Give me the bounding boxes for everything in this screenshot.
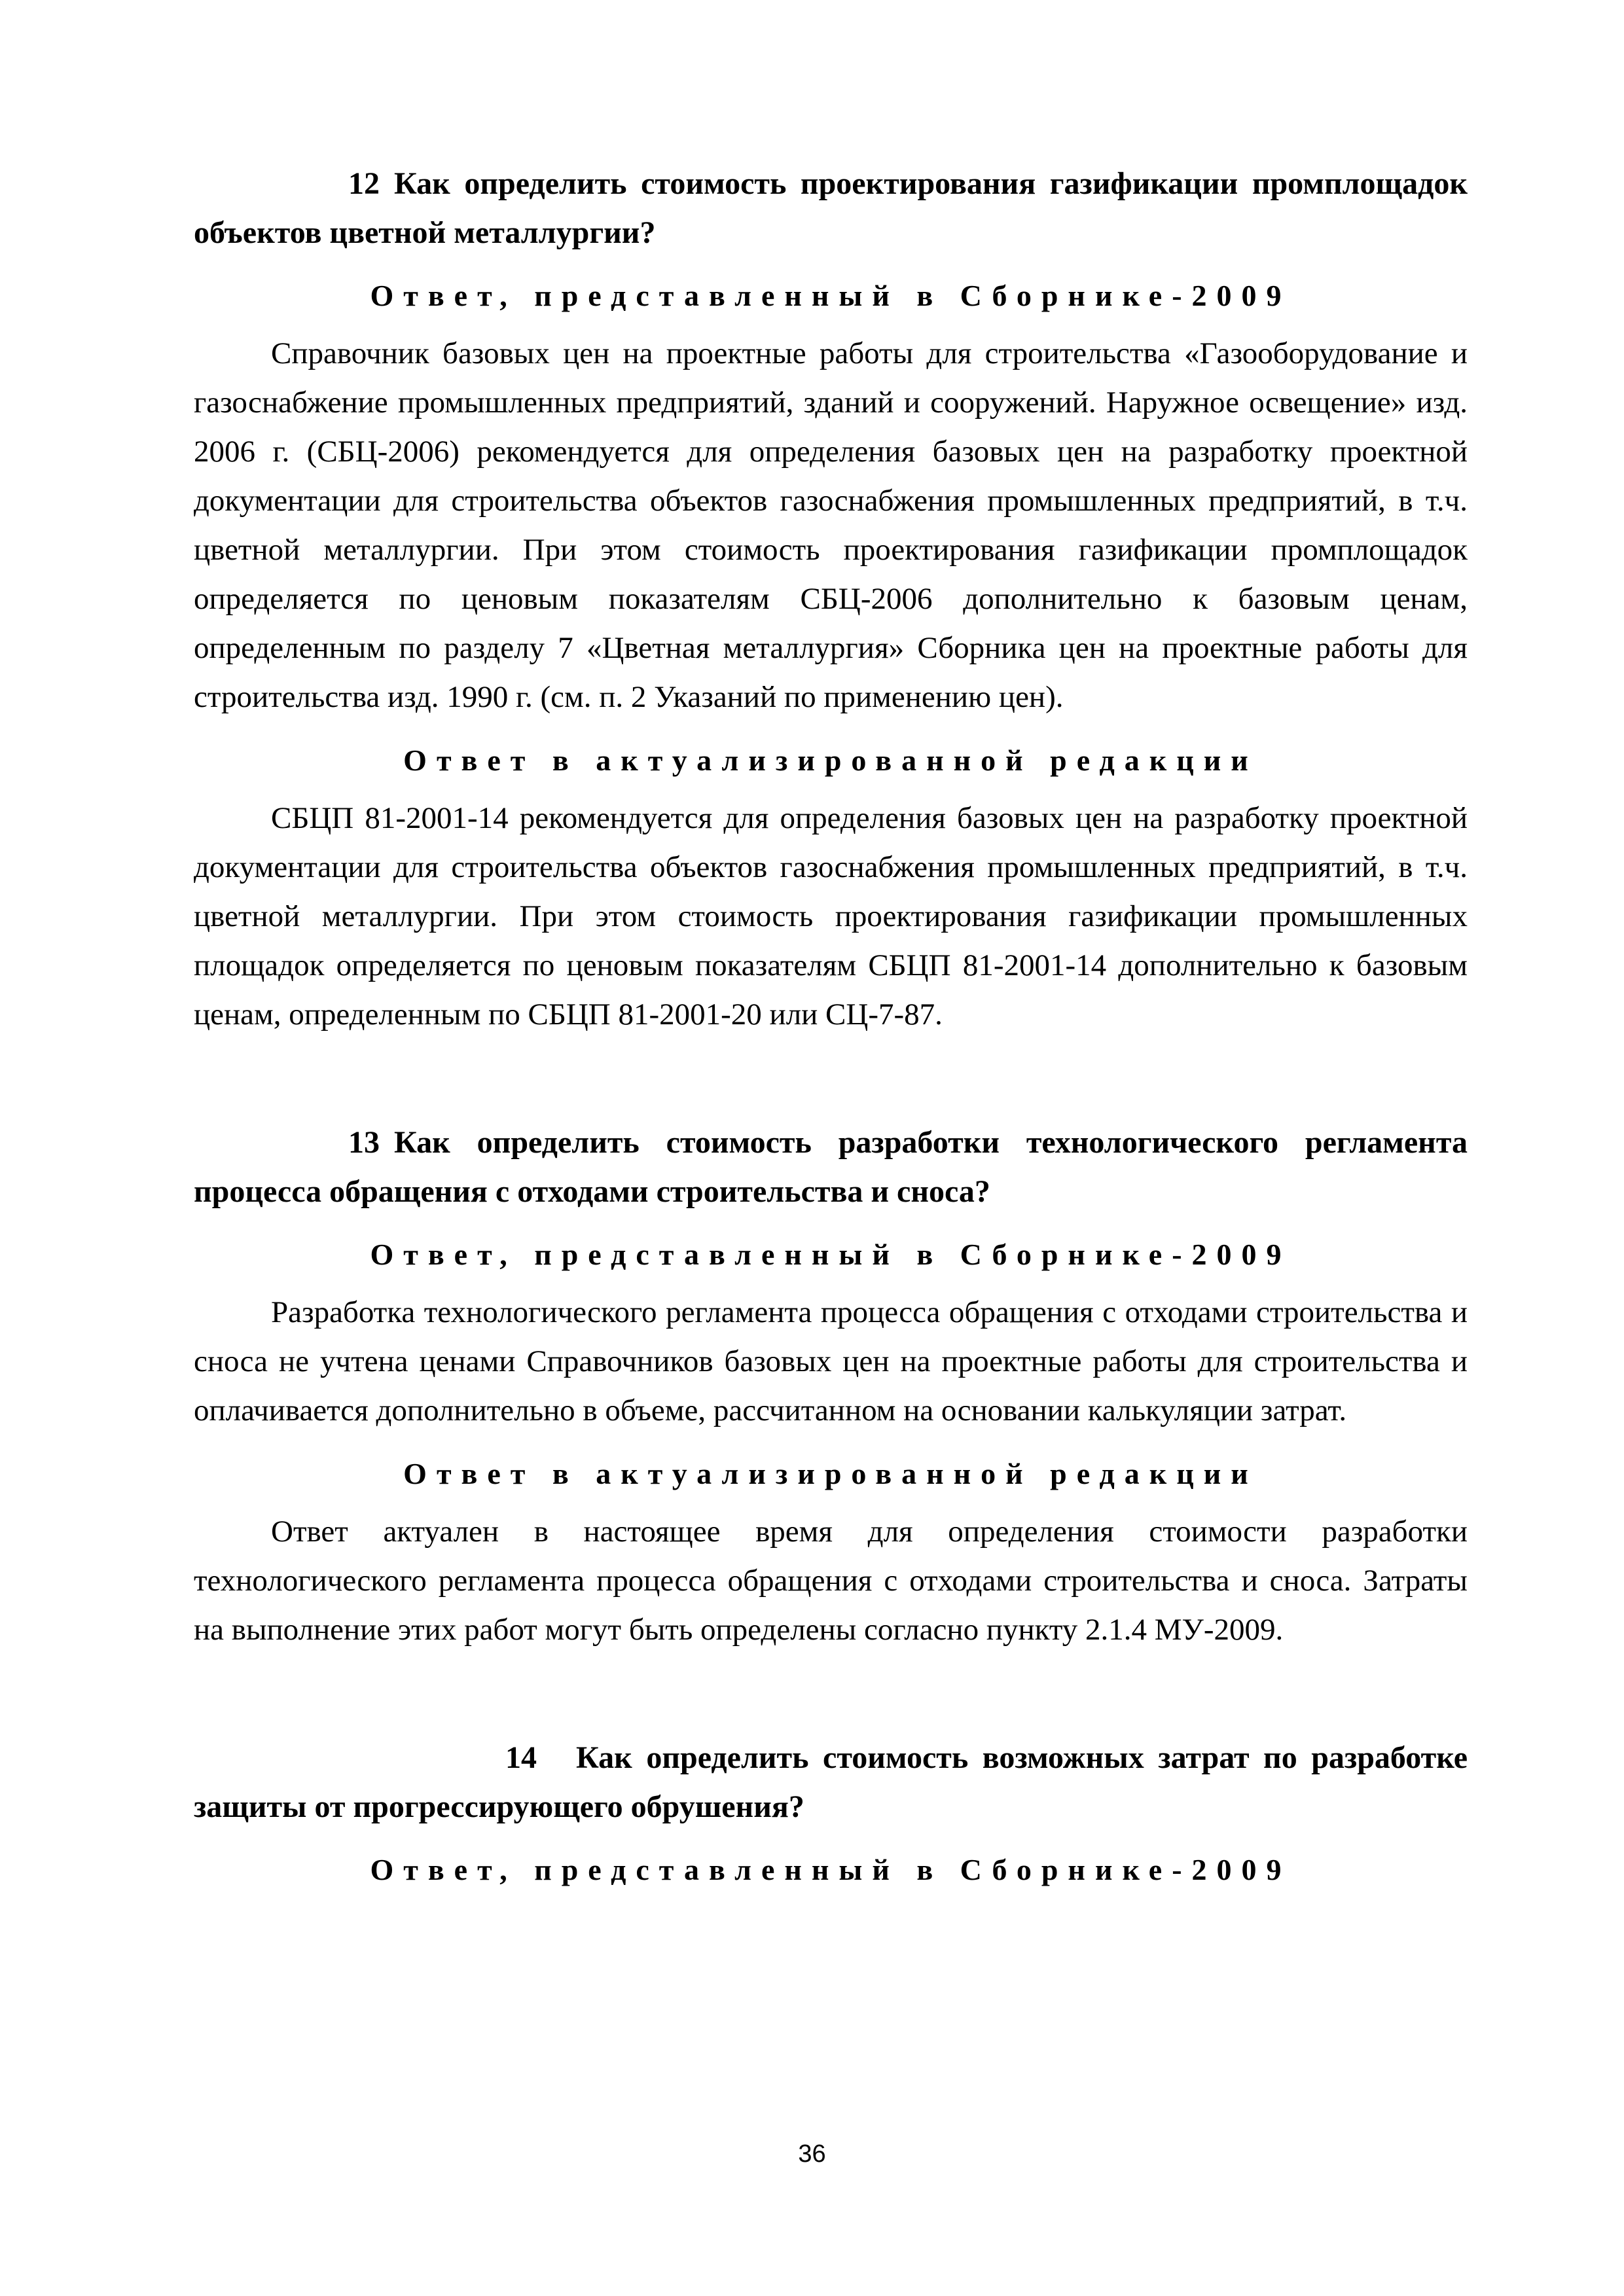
question-13 <box>194 1118 1468 1655</box>
question-title: Как определить стоимость разработки технологического регламента процесса обращения с отходами строительства и сноса? <box>194 1125 1468 1209</box>
section-spacer <box>194 1039 1468 1118</box>
answer-updated-text: Ответ актуален в настоящее время для определения стоимости разработки технологического регламента процесса обращения с отходами строительства и сноса. Затраты на выполнение этих работ могут быть определены согласно пункту 2.1.4 МУ-2009. <box>194 1515 1468 1647</box>
answer-2009-heading: Ответ, представленный в Сборнике-2009 <box>370 1853 1291 1886</box>
question-number: 12 <box>348 166 380 201</box>
question-title: Как определить стоимость возможных затрат по разработке защиты от прогрессирующего обрушения? <box>194 1740 1468 1824</box>
section-spacer <box>194 1655 1468 1733</box>
question-number: 14 <box>505 1740 537 1775</box>
answer-updated-heading: Ответ в актуализированной редакции <box>403 1457 1258 1490</box>
question-12 <box>194 159 1468 1039</box>
question-14 <box>194 1733 1468 1894</box>
answer-2009-text: Справочник базовых цен на проектные работы для строительства «Газооборудование и газоснабжение промышленных предприятий, зданий и сооружений. Наружное освещение» изд. 2006 г. (СБЦ-2006) рекомендуется для определения базовых цен на разработку проектной документации для строительства объектов газоснабжения промышленных предприятий, в т.ч. цветной металлургии. При этом стоимость проектирования газификации промплощадок определяется по ценовым показателям СБЦ-2006 дополнительно к базовым ценам, определенным по разделу 7 «Цветная металлургия» Сборника цен на проектные работы для строительства изд. 1990 г. (см. п. 2 Указаний по применению цен). <box>194 336 1468 714</box>
answer-2009-heading: Ответ, представленный в Сборнике-2009 <box>370 1238 1291 1271</box>
answer-updated-heading: Ответ в актуализированной редакции <box>403 744 1258 777</box>
answer-2009-heading: Ответ, представленный в Сборнике-2009 <box>370 279 1291 312</box>
question-number: 13 <box>348 1125 380 1160</box>
page-content <box>194 159 1468 1903</box>
answer-updated-text: СБЦП 81-2001-14 рекомендуется для определения базовых цен на разработку проектной документации для строительства объектов газоснабжения промышленных предприятий, в т.ч. цветной металлургии. При этом стоимость проектирования газификации промышленных площадок определяется по ценовым показателям СБЦП 81-2001-14 дополнительно к базовым ценам, определенным по СБЦП 81-2001-20 или СЦ-7-87. <box>194 801 1468 1031</box>
answer-2009-text: Разработка технологического регламента процесса обращения с отходами строительства и сноса не учтена ценами Справочников базовых цен на проектные работы для строительства и оплачивается дополнительно в объеме, рассчитанном на основании калькуляции затрат. <box>194 1295 1468 1427</box>
question-title: Как определить стоимость проектирования газификации промплощадок объектов цветной металлургии? <box>194 166 1468 250</box>
page-number: 36 <box>798 2140 826 2168</box>
question-heading <box>194 1118 1468 1216</box>
question-heading <box>194 1733 1468 1831</box>
question-heading <box>194 159 1468 257</box>
